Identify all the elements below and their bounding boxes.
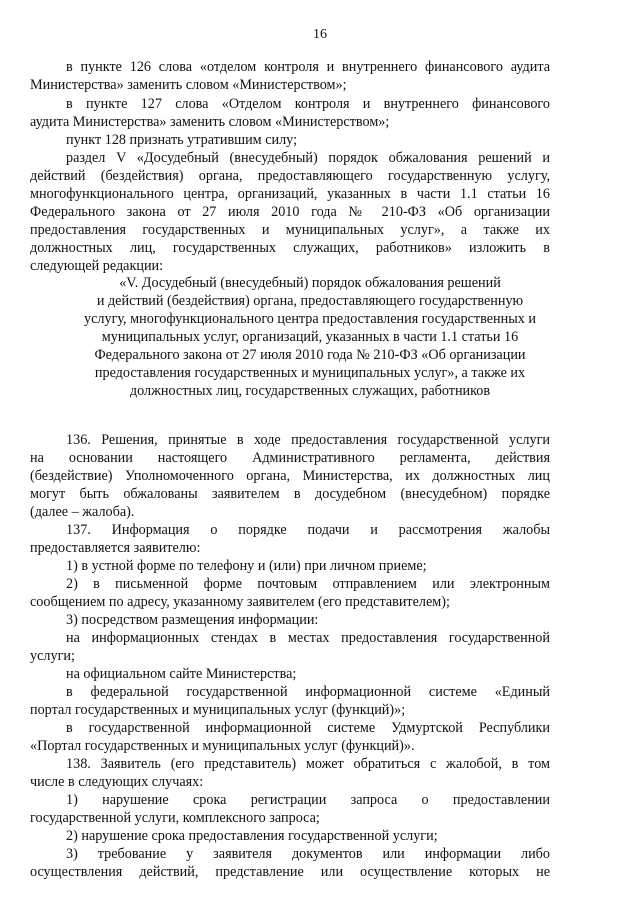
- section-heading-line: должностных лиц, государственных служащих, работников: [129, 383, 491, 399]
- text-line: в федеральной государственной информационной системе «Единый: [66, 684, 550, 700]
- text-line: числе в следующих случаях:: [30, 774, 204, 790]
- text-line: могут быть обжалованы заявителем в досудебном (внесудебном) порядке: [30, 486, 550, 502]
- list-item-line: 2) в письменной форме почтовым отправлением или электронным: [66, 576, 550, 592]
- text-line: предоставления государственных и муниципальных услуг», а также их: [30, 222, 550, 238]
- text-line: «Портал государственных и муниципальных услуг (функций)».: [30, 738, 415, 754]
- text-line: сообщением по адресу, указанному заявителем (его представителем);: [30, 594, 450, 610]
- text-line: государственной услуги, комплексного запроса;: [30, 810, 320, 826]
- text-line: (далее – жалоба).: [30, 504, 135, 520]
- list-item-line: 3) требование у заявителя документов или информации либо: [66, 846, 550, 862]
- list-item-line: 1) в устной форме по телефону и (или) при личном приеме;: [66, 558, 427, 574]
- text-line: 138. Заявитель (его представитель) может обратиться с жалобой, в том: [66, 756, 550, 772]
- text-line: портал государственных и муниципальных услуг (функций)»;: [30, 702, 406, 718]
- text-line: действий (бездействия) органа, предоставляющего государственную услугу,: [30, 168, 550, 184]
- text-line: пункт 128 признать утратившим силу;: [66, 132, 298, 148]
- text-line: следующей редакции:: [30, 258, 164, 274]
- text-line: аудита Министерства» заменить словом «Министерством»;: [30, 114, 390, 130]
- section-heading-line: Федерального закона от 27 июля 2010 года № 210-ФЗ «Об организации: [94, 347, 526, 363]
- text-line: в государственной информационной системе Удмуртской Республики: [66, 720, 550, 736]
- text-line: осуществления действий, представление или осуществление которых не: [30, 864, 550, 880]
- text-line: многофункционального центра, организаций, указанных в части 1.1 статьи 16: [30, 186, 550, 202]
- section-heading-line: «V. Досудебный (внесудебный) порядок обжалования решений: [119, 275, 501, 291]
- section-heading-line: услугу, многофункционального центра предоставления государственных и: [84, 311, 536, 327]
- section-heading-line: и действий (бездействия) органа, предоставляющего государственную: [96, 293, 524, 309]
- text-line: на основании настоящего Административного регламента, действия: [30, 450, 550, 466]
- text-line: предоставляется заявителю:: [30, 540, 201, 556]
- text-line: на официальном сайте Министерства;: [66, 666, 297, 682]
- text-line: должностных лиц, государственных служащих, работников» изложить в: [30, 240, 550, 256]
- text-line: на информационных стендах в местах предоставления государственной: [66, 630, 550, 646]
- list-item-line: 2) нарушение срока предоставления государственной услуги;: [66, 828, 438, 844]
- text-line: (бездействие) Уполномоченного органа, Министерства, их должностных лиц: [30, 468, 550, 484]
- text-line: услуги;: [30, 648, 75, 664]
- section-heading-line: муниципальных услуг, организаций, указанных в части 1.1 статьи 16: [101, 329, 519, 345]
- list-item-line: 3) посредством размещения информации:: [66, 612, 319, 628]
- text-line: Федерального закона от 27 июля 2010 года № 210-ФЗ «Об организации: [30, 204, 550, 220]
- text-line: Министерства» заменить словом «Министерством»;: [30, 77, 347, 93]
- section-heading-line: предоставления государственных и муниципальных услуг», а также их: [94, 365, 526, 381]
- text-line: в пункте 127 слова «Отделом контроля и внутреннего финансового: [66, 96, 550, 112]
- text-line: 136. Решения, принятые в ходе предоставления государственной услуги: [66, 432, 550, 448]
- text-line: раздел V «Досудебный (внесудебный) порядок обжалования решений и: [66, 150, 550, 166]
- list-item-line: 1) нарушение срока регистрации запроса о предоставлении: [66, 792, 550, 808]
- text-line: в пункте 126 слова «отделом контроля и внутреннего финансового аудита: [66, 59, 550, 75]
- text-line: 137. Информация о порядке подачи и рассмотрения жалобы: [66, 522, 550, 538]
- page-number: 16: [313, 27, 327, 42]
